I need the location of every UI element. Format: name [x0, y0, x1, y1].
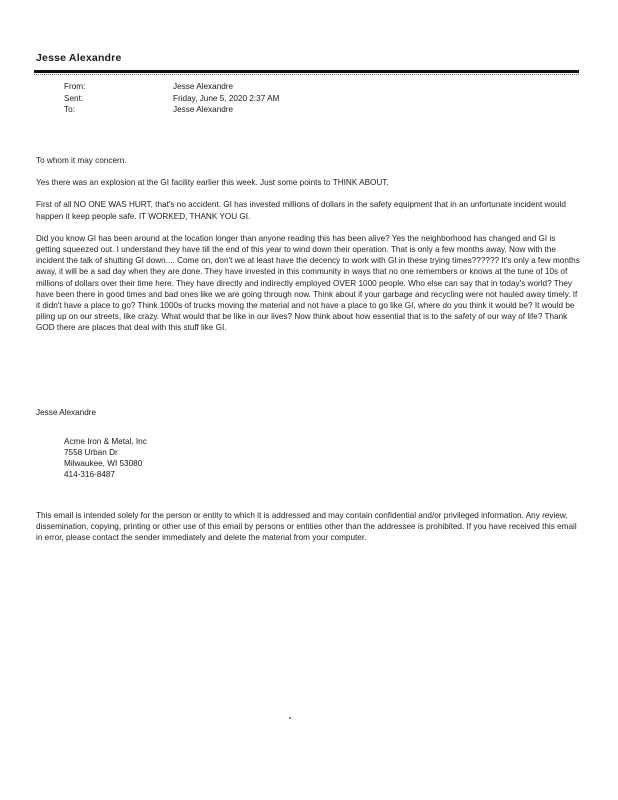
- to-value: Jesse Alexandre: [173, 105, 234, 114]
- email-body: [36, 155, 581, 345]
- street-address: 7558 Urban Dr: [64, 448, 118, 457]
- scan-speck: [289, 717, 291, 719]
- email-header: [64, 81, 279, 116]
- from-row: [64, 81, 279, 93]
- from-value: Jesse Alexandre: [173, 82, 234, 91]
- header-divider-dotted: [34, 74, 579, 75]
- body-paragraph: Did you know GI has been around at the location longer than anyone reading this has been alive? Yes the neighborhood has changed and GI is getting squeezed out. I understand they have till the end of this year to wind down their operation. That is only a few months away. Now with the incident the talk of shutting GI down.... Come on, don't we at least have the decency to work with GI in these trying times?????? It's only a few months away, it will be a sad day when they are done. They have invested in this community in ways that no one remembers or knows at the tune of 10s of millions of dollars over their time here. They have directly and indirectly employed OVER 1000 people. Who else can say that in today's world? They have been there in good times and bad ones like we are going through now. Think about if your garbage and recycling were not hauled away timely. If it didn't have a place to go? Think 1000s of trucks moving the material and not have a place to go like GI, where do you think it would be? It would be piling up on our streets, like crazy. What would that be like in our lives? Now think about how essential that is to the safety of our way of life? Thank GOD there are places that deal with this stuff like GI.: [36, 233, 580, 333]
- body-paragraph: Yes there was an explosion at the GI facility earlier this week. Just some points to THINK ABOUT.: [36, 178, 389, 188]
- to-row: [64, 104, 279, 116]
- phone-number: 414-316-8487: [64, 470, 115, 479]
- greeting: To whom it may concern.: [36, 156, 127, 165]
- to-label: To:: [64, 105, 75, 114]
- signature-address: [64, 436, 147, 480]
- sender-heading: Jesse Alexandre: [36, 52, 122, 64]
- city-state-zip: Milwaukee, WI 53080: [64, 459, 143, 468]
- signature-name: Jesse Alexandre: [36, 408, 97, 417]
- from-label: From:: [64, 82, 86, 91]
- sent-label: Sent:: [64, 93, 84, 103]
- body-paragraph: First of all NO ONE WAS HURT, that's no accident. GI has invested millions of dollars in the safety equipment that in an unfortunate incident would happen it keep people safe. IT WORKED, THANK YOU GI.: [36, 200, 566, 221]
- header-divider: [34, 70, 579, 73]
- sent-value: Friday, June 5, 2020 2:37 AM: [173, 93, 280, 103]
- sent-row: [64, 93, 279, 105]
- confidentiality-disclaimer: This email is intended solely for the person or entity to which it is addressed and may contain confidential and/or privileged information. Any review, dissemination, copying, printing or other use of this email by persons or entities other than the addressee is prohibited. If you have received this email in error, please contact the sender immediately and delete the material from your computer.: [36, 511, 577, 543]
- company-name: Acme Iron & Metal, Inc: [64, 437, 147, 446]
